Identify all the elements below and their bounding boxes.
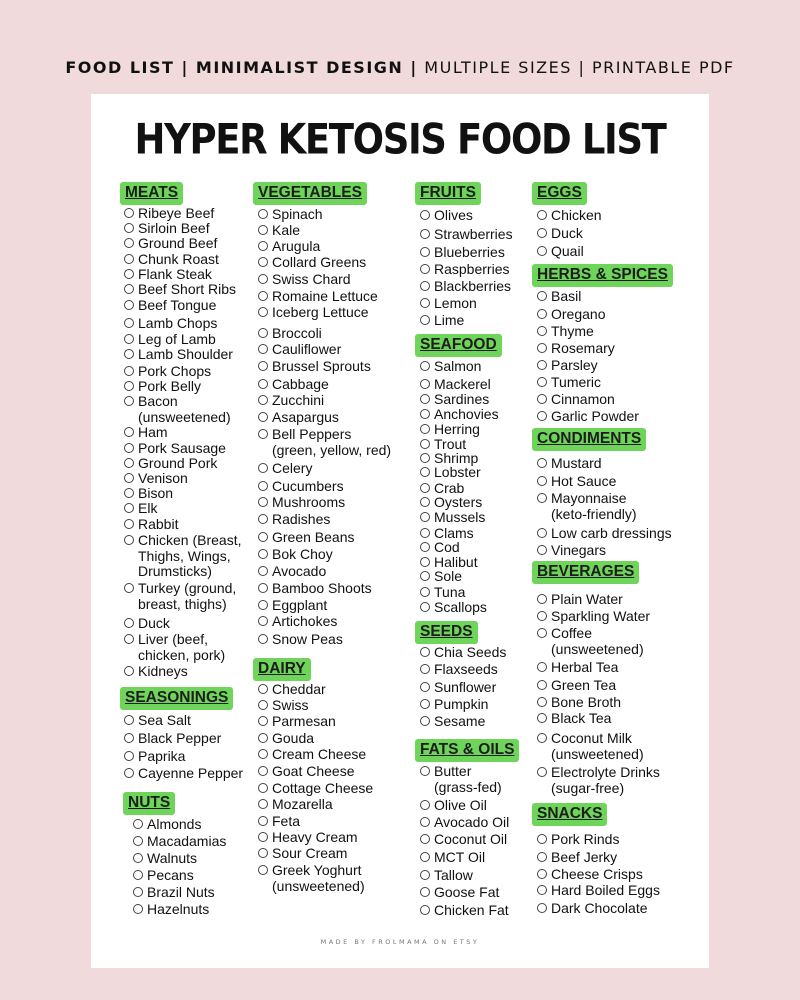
item-label: Artichokes xyxy=(272,613,338,629)
section-header-nuts: NUTS xyxy=(123,792,175,815)
item-label: Raspberries xyxy=(434,261,510,277)
item-label: Avocado Oil xyxy=(434,814,510,830)
item-label: Mayonnaise (keto-friendly) xyxy=(551,490,637,522)
checkbox-circle-icon[interactable] xyxy=(124,715,134,725)
item-label: Duck xyxy=(138,615,170,631)
item-label: Cheddar xyxy=(272,681,326,697)
checkbox-circle-icon[interactable] xyxy=(537,411,547,421)
item-label: Coffee (unsweetened) xyxy=(551,625,644,657)
item-label: Sirloin Beef xyxy=(138,220,210,236)
banner-light: MULTIPLE SIZES | PRINTABLE PDF xyxy=(417,58,735,77)
checkbox-circle-icon[interactable] xyxy=(258,616,268,626)
item-label: Zucchini xyxy=(272,392,325,408)
checkbox-circle-icon[interactable] xyxy=(537,869,547,879)
item-label: Mussels xyxy=(434,509,486,525)
checkbox-circle-icon[interactable] xyxy=(258,241,268,251)
checkbox-circle-icon[interactable] xyxy=(124,473,134,483)
checkbox-circle-icon[interactable] xyxy=(537,210,547,220)
checkbox-circle-icon[interactable] xyxy=(420,512,430,522)
checkbox-circle-icon[interactable] xyxy=(258,865,268,875)
checkbox-circle-icon[interactable] xyxy=(537,733,547,743)
checkbox-circle-icon[interactable] xyxy=(124,427,134,437)
checkbox-circle-icon[interactable] xyxy=(537,377,547,387)
item-label: Liver (beef, chicken, pork) xyxy=(138,631,226,663)
checkbox-circle-icon[interactable] xyxy=(420,497,430,507)
checkbox-circle-icon[interactable] xyxy=(124,488,134,498)
item-label: Crab xyxy=(434,480,465,496)
section-header-dairy: DAIRY xyxy=(253,658,311,681)
footer-credit: MADE BY FROLMAMA ON ETSY xyxy=(320,938,480,946)
item-label: Spinach xyxy=(272,206,323,222)
checkbox-circle-icon[interactable] xyxy=(420,834,430,844)
section-header-seeds: SEEDS xyxy=(415,621,478,644)
item-label: Strawberries xyxy=(434,226,513,242)
item-label: Duck xyxy=(551,225,583,241)
checkbox-circle-icon[interactable] xyxy=(537,291,547,301)
checkbox-circle-icon[interactable] xyxy=(537,326,547,336)
checkbox-circle-icon[interactable] xyxy=(258,344,268,354)
item-label: Oysters xyxy=(434,494,483,510)
checkbox-circle-icon[interactable] xyxy=(124,519,134,529)
checkbox-circle-icon[interactable] xyxy=(124,396,134,406)
item-label: Celery xyxy=(272,460,313,476)
checkbox-circle-icon[interactable] xyxy=(133,836,143,846)
item-label: Electrolyte Drinks (sugar-free) xyxy=(551,764,660,796)
checkbox-circle-icon[interactable] xyxy=(258,733,268,743)
checkbox-circle-icon[interactable] xyxy=(258,583,268,593)
checkbox-circle-icon[interactable] xyxy=(258,514,268,524)
checkbox-circle-icon[interactable] xyxy=(420,528,430,538)
checkbox-circle-icon[interactable] xyxy=(124,254,134,264)
checkbox-circle-icon[interactable] xyxy=(420,571,430,581)
section-header-beverages: BEVERAGES xyxy=(532,561,639,584)
item-label: Herring xyxy=(434,421,480,437)
checkbox-circle-icon[interactable] xyxy=(124,300,134,310)
item-label: Tuna xyxy=(434,584,466,600)
item-label: Ground Beef xyxy=(138,235,218,251)
checkbox-circle-icon[interactable] xyxy=(124,443,134,453)
item-label: Brussel Sprouts xyxy=(272,358,371,374)
section-header-snacks: SNACKS xyxy=(532,803,607,826)
checkbox-circle-icon[interactable] xyxy=(258,832,268,842)
checkbox-circle-icon[interactable] xyxy=(420,483,430,493)
item-label: Eggplant xyxy=(272,597,328,613)
checkbox-circle-icon[interactable] xyxy=(537,852,547,862)
checkbox-circle-icon[interactable] xyxy=(258,783,268,793)
food-list-page xyxy=(91,94,709,968)
checkbox-circle-icon[interactable] xyxy=(258,816,268,826)
checkbox-circle-icon[interactable] xyxy=(124,458,134,468)
item-label: Heavy Cream xyxy=(272,829,358,845)
item-label: Ground Pork xyxy=(138,455,218,471)
checkbox-circle-icon[interactable] xyxy=(258,549,268,559)
item-label: Sardines xyxy=(434,391,490,407)
item-label: Olive Oil xyxy=(434,797,487,813)
item-label: Olives xyxy=(434,207,473,223)
checkbox-circle-icon[interactable] xyxy=(420,247,430,257)
item-label: Venison xyxy=(138,470,188,486)
item-label: Vinegars xyxy=(551,542,607,558)
item-label: Feta xyxy=(272,813,301,829)
checkbox-circle-icon[interactable] xyxy=(420,664,430,674)
checkbox-circle-icon[interactable] xyxy=(537,343,547,353)
item-label: Pork Sausage xyxy=(138,440,226,456)
checkbox-circle-icon[interactable] xyxy=(420,587,430,597)
checkbox-circle-icon[interactable] xyxy=(124,768,134,778)
item-label: Herbal Tea xyxy=(551,659,619,675)
item-label: Romaine Lettuce xyxy=(272,288,378,304)
checkbox-circle-icon[interactable] xyxy=(420,298,430,308)
item-label: Asapargus xyxy=(272,409,339,425)
checkbox-circle-icon[interactable] xyxy=(420,699,430,709)
item-label: Macadamias xyxy=(147,833,227,849)
item-label: Low carb dressings xyxy=(551,525,672,541)
checkbox-circle-icon[interactable] xyxy=(420,766,430,776)
item-label: Bison xyxy=(138,485,174,501)
item-label: Beef Short Ribs xyxy=(138,281,237,297)
item-label: Cauliflower xyxy=(272,341,342,357)
item-label: Bamboo Shoots xyxy=(272,580,372,596)
checkbox-circle-icon[interactable] xyxy=(133,887,143,897)
item-label: Salmon xyxy=(434,358,482,374)
item-label: Broccoli xyxy=(272,325,322,341)
item-label: Coconut Oil xyxy=(434,831,508,847)
checkbox-circle-icon[interactable] xyxy=(124,223,134,233)
item-label: Blackberries xyxy=(434,278,512,294)
item-label: Dark Chocolate xyxy=(551,900,648,916)
checkbox-circle-icon[interactable] xyxy=(258,566,268,576)
checkbox-circle-icon[interactable] xyxy=(258,274,268,284)
item-label: Mushrooms xyxy=(272,494,346,510)
item-label: Pork Belly xyxy=(138,378,202,394)
checkbox-circle-icon[interactable] xyxy=(420,394,430,404)
checkbox-circle-icon[interactable] xyxy=(258,412,268,422)
checkbox-circle-icon[interactable] xyxy=(537,767,547,777)
checkbox-circle-icon[interactable] xyxy=(258,379,268,389)
checkbox-circle-icon[interactable] xyxy=(258,749,268,759)
item-label: Collard Greens xyxy=(272,254,367,270)
checkbox-circle-icon[interactable] xyxy=(258,307,268,317)
checkbox-circle-icon[interactable] xyxy=(537,834,547,844)
checkbox-circle-icon[interactable] xyxy=(258,361,268,371)
item-label: Lime xyxy=(434,312,465,328)
section-header-herbs: HERBS & SPICES xyxy=(532,264,673,287)
item-label: Pork Rinds xyxy=(551,831,620,847)
checkbox-circle-icon[interactable] xyxy=(258,497,268,507)
checkbox-circle-icon[interactable] xyxy=(537,628,547,638)
item-label: Plain Water xyxy=(551,591,623,607)
item-label: Bone Broth xyxy=(551,694,622,710)
item-label: Iceberg Lettuce xyxy=(272,304,369,320)
item-label: Halibut xyxy=(434,554,478,570)
checkbox-circle-icon[interactable] xyxy=(258,291,268,301)
checkbox-circle-icon[interactable] xyxy=(537,394,547,404)
checkbox-circle-icon[interactable] xyxy=(258,481,268,491)
item-label: Mackerel xyxy=(434,376,491,392)
checkbox-circle-icon[interactable] xyxy=(420,361,430,371)
checkbox-circle-icon[interactable] xyxy=(124,208,134,218)
checkbox-circle-icon[interactable] xyxy=(420,870,430,880)
checkbox-circle-icon[interactable] xyxy=(258,257,268,267)
item-label: Cod xyxy=(434,539,460,555)
checkbox-circle-icon[interactable] xyxy=(124,751,134,761)
checkbox-circle-icon[interactable] xyxy=(133,870,143,880)
item-label: Sesame xyxy=(434,713,486,729)
checkbox-circle-icon[interactable] xyxy=(124,238,134,248)
item-label: Flaxseeds xyxy=(434,661,498,677)
checkbox-circle-icon[interactable] xyxy=(537,885,547,895)
checkbox-circle-icon[interactable] xyxy=(258,799,268,809)
checkbox-circle-icon[interactable] xyxy=(420,210,430,220)
checkbox-circle-icon[interactable] xyxy=(124,334,134,344)
item-label: Beef Tongue xyxy=(138,297,217,313)
item-label: Cheese Crisps xyxy=(551,866,643,882)
checkbox-circle-icon[interactable] xyxy=(420,817,430,827)
checkbox-circle-icon[interactable] xyxy=(537,545,547,555)
checkbox-circle-icon[interactable] xyxy=(258,209,268,219)
item-label: Cream Cheese xyxy=(272,746,367,762)
item-label: Lemon xyxy=(434,295,477,311)
item-label: Basil xyxy=(551,288,582,304)
item-label: Beef Jerky xyxy=(551,849,618,865)
checkbox-circle-icon[interactable] xyxy=(537,360,547,370)
item-label: Avocado xyxy=(272,563,327,579)
item-label: Chia Seeds xyxy=(434,644,507,660)
item-label: Ham xyxy=(138,424,168,440)
item-label: Cayenne Pepper xyxy=(138,765,244,781)
checkbox-circle-icon[interactable] xyxy=(133,853,143,863)
checkbox-circle-icon[interactable] xyxy=(258,328,268,338)
item-label: Coconut Milk (unsweetened) xyxy=(551,730,644,762)
checkbox-circle-icon[interactable] xyxy=(124,269,134,279)
checkbox-circle-icon[interactable] xyxy=(258,700,268,710)
item-label: Snow Peas xyxy=(272,631,343,647)
item-label: Parmesan xyxy=(272,713,336,729)
section-header-vegetables: VEGETABLES xyxy=(253,182,367,205)
checkbox-circle-icon[interactable] xyxy=(420,424,430,434)
item-label: Mozarella xyxy=(272,796,333,812)
checkbox-circle-icon[interactable] xyxy=(420,852,430,862)
item-label: Oregano xyxy=(551,306,606,322)
item-label: Lobster xyxy=(434,464,481,480)
item-label: Chicken (Breast, Thighs, Wings, Drumsticks) xyxy=(138,532,242,579)
checkbox-circle-icon[interactable] xyxy=(258,848,268,858)
item-label: Cinnamon xyxy=(551,391,615,407)
checkbox-circle-icon[interactable] xyxy=(537,246,547,256)
item-label: Greek Yoghurt (unsweetened) xyxy=(272,862,365,894)
item-label: Kale xyxy=(272,222,301,238)
item-label: Hot Sauce xyxy=(551,473,617,489)
checkbox-circle-icon[interactable] xyxy=(258,766,268,776)
item-label: Paprika xyxy=(138,748,186,764)
checkbox-circle-icon[interactable] xyxy=(124,366,134,376)
checkbox-circle-icon[interactable] xyxy=(420,379,430,389)
item-label: Leg of Lamb xyxy=(138,331,216,347)
checkbox-circle-icon[interactable] xyxy=(420,800,430,810)
checkbox-circle-icon[interactable] xyxy=(420,716,430,726)
checkbox-circle-icon[interactable] xyxy=(258,634,268,644)
checkbox-circle-icon[interactable] xyxy=(258,395,268,405)
item-label: Bacon (unsweetened) xyxy=(138,393,231,425)
item-label: Tallow xyxy=(434,867,473,883)
checkbox-circle-icon[interactable] xyxy=(124,666,134,676)
checkbox-circle-icon[interactable] xyxy=(420,453,430,463)
checkbox-circle-icon[interactable] xyxy=(258,684,268,694)
checkbox-circle-icon[interactable] xyxy=(420,905,430,915)
checkbox-circle-icon[interactable] xyxy=(537,458,547,468)
item-label: Swiss Chard xyxy=(272,271,351,287)
checkbox-circle-icon[interactable] xyxy=(124,381,134,391)
checkbox-circle-icon[interactable] xyxy=(420,542,430,552)
checkbox-circle-icon[interactable] xyxy=(124,535,134,545)
item-label: Green Beans xyxy=(272,529,355,545)
checkbox-circle-icon[interactable] xyxy=(537,680,547,690)
item-label: Cabbage xyxy=(272,376,329,392)
checkbox-circle-icon[interactable] xyxy=(124,634,134,644)
item-label: Thyme xyxy=(551,323,594,339)
checkbox-circle-icon[interactable] xyxy=(258,225,268,235)
checkbox-circle-icon[interactable] xyxy=(537,903,547,913)
checkbox-circle-icon[interactable] xyxy=(420,467,430,477)
item-label: Chicken Fat xyxy=(434,902,509,918)
checkbox-circle-icon[interactable] xyxy=(537,697,547,707)
checkbox-circle-icon[interactable] xyxy=(537,309,547,319)
section-header-fats: FATS & OILS xyxy=(415,739,519,762)
checkbox-circle-icon[interactable] xyxy=(537,528,547,538)
item-label: Pumpkin xyxy=(434,696,489,712)
checkbox-circle-icon[interactable] xyxy=(124,618,134,628)
item-label: Goose Fat xyxy=(434,884,500,900)
item-label: Mustard xyxy=(551,455,602,471)
checkbox-circle-icon[interactable] xyxy=(420,315,430,325)
checkbox-circle-icon[interactable] xyxy=(124,503,134,513)
item-label: Rosemary xyxy=(551,340,615,356)
item-label: Cucumbers xyxy=(272,478,344,494)
item-label: Sole xyxy=(434,568,463,584)
checkbox-circle-icon[interactable] xyxy=(420,602,430,612)
item-label: Chunk Roast xyxy=(138,251,219,267)
checkbox-circle-icon[interactable] xyxy=(420,264,430,274)
checkbox-circle-icon[interactable] xyxy=(537,476,547,486)
checkbox-circle-icon[interactable] xyxy=(124,284,134,294)
checkbox-circle-icon[interactable] xyxy=(258,532,268,542)
checkbox-circle-icon[interactable] xyxy=(124,733,134,743)
section-header-condiments: CONDIMENTS xyxy=(532,428,646,451)
item-label: Sunflower xyxy=(434,679,497,695)
item-label: Ribeye Beef xyxy=(138,205,215,221)
item-label: Chicken xyxy=(551,207,602,223)
checkbox-circle-icon[interactable] xyxy=(420,409,430,419)
checkbox-circle-icon[interactable] xyxy=(420,647,430,657)
item-label: Lamb Shoulder xyxy=(138,346,233,362)
item-label: Lamb Chops xyxy=(138,315,218,331)
item-label: Black Pepper xyxy=(138,730,222,746)
item-label: Hazelnuts xyxy=(147,901,210,917)
item-label: Radishes xyxy=(272,511,331,527)
item-label: Clams xyxy=(434,525,474,541)
item-label: Rabbit xyxy=(138,516,179,532)
checkbox-circle-icon[interactable] xyxy=(258,429,268,439)
item-label: Black Tea xyxy=(551,710,612,726)
section-header-seasonings: SEASONINGS xyxy=(120,687,233,710)
item-label: Bell Peppers (green, yellow, red) xyxy=(272,426,392,458)
item-label: Walnuts xyxy=(147,850,198,866)
checkbox-circle-icon[interactable] xyxy=(124,349,134,359)
checkbox-circle-icon[interactable] xyxy=(537,493,547,503)
item-label: Swiss xyxy=(272,697,309,713)
item-label: Sea Salt xyxy=(138,712,191,728)
item-label: Shrimp xyxy=(434,450,479,466)
item-label: Pecans xyxy=(147,867,194,883)
item-label: Flank Steak xyxy=(138,266,212,282)
item-label: Arugula xyxy=(272,238,321,254)
checkbox-circle-icon[interactable] xyxy=(258,716,268,726)
checkbox-circle-icon[interactable] xyxy=(258,600,268,610)
item-label: Anchovies xyxy=(434,406,499,422)
item-label: Garlic Powder xyxy=(551,408,639,424)
checkbox-circle-icon[interactable] xyxy=(133,904,143,914)
item-label: Butter (grass-fed) xyxy=(434,763,502,795)
checkbox-circle-icon[interactable] xyxy=(133,819,143,829)
item-label: Goat Cheese xyxy=(272,763,355,779)
banner xyxy=(0,58,800,82)
item-label: Green Tea xyxy=(551,677,617,693)
page-title: HYPER KETOSIS FOOD LIST xyxy=(134,115,666,164)
section-header-eggs: EGGS xyxy=(532,182,587,205)
item-label: Almonds xyxy=(147,816,202,832)
banner-bold: FOOD LIST | MINIMALIST DESIGN | xyxy=(65,58,418,77)
item-label: Scallops xyxy=(434,599,487,615)
section-header-meats: MEATS xyxy=(120,182,183,205)
checkbox-circle-icon[interactable] xyxy=(258,463,268,473)
item-label: Pork Chops xyxy=(138,363,212,379)
checkbox-circle-icon[interactable] xyxy=(420,281,430,291)
item-label: Elk xyxy=(138,500,158,516)
item-label: Hard Boiled Eggs xyxy=(551,882,660,898)
item-label: Bok Choy xyxy=(272,546,333,562)
item-label: Tumeric xyxy=(551,374,602,390)
checkbox-circle-icon[interactable] xyxy=(420,682,430,692)
item-label: Trout xyxy=(434,436,467,452)
item-label: Parsley xyxy=(551,357,598,373)
checkbox-circle-icon[interactable] xyxy=(124,583,134,593)
section-header-fruits: FRUITS xyxy=(415,182,481,205)
item-label: Sparkling Water xyxy=(551,608,651,624)
checkbox-circle-icon[interactable] xyxy=(420,887,430,897)
checkbox-circle-icon[interactable] xyxy=(537,662,547,672)
item-label: MCT Oil xyxy=(434,849,486,865)
item-label: Brazil Nuts xyxy=(147,884,215,900)
checkbox-circle-icon[interactable] xyxy=(537,594,547,604)
checkbox-circle-icon[interactable] xyxy=(537,713,547,723)
item-label: Quail xyxy=(551,243,584,259)
section-header-seafood: SEAFOOD xyxy=(415,334,502,357)
item-label: Gouda xyxy=(272,730,315,746)
item-label: Turkey (ground, breast, thighs) xyxy=(138,580,237,612)
checkbox-circle-icon[interactable] xyxy=(124,318,134,328)
item-label: Blueberries xyxy=(434,244,505,260)
checkbox-circle-icon[interactable] xyxy=(420,439,430,449)
item-label: Sour Cream xyxy=(272,845,348,861)
checkbox-circle-icon[interactable] xyxy=(420,557,430,567)
checkbox-circle-icon[interactable] xyxy=(537,611,547,621)
checkbox-circle-icon[interactable] xyxy=(537,228,547,238)
item-label: Kidneys xyxy=(138,663,188,679)
checkbox-circle-icon[interactable] xyxy=(420,229,430,239)
item-label: Cottage Cheese xyxy=(272,780,374,796)
